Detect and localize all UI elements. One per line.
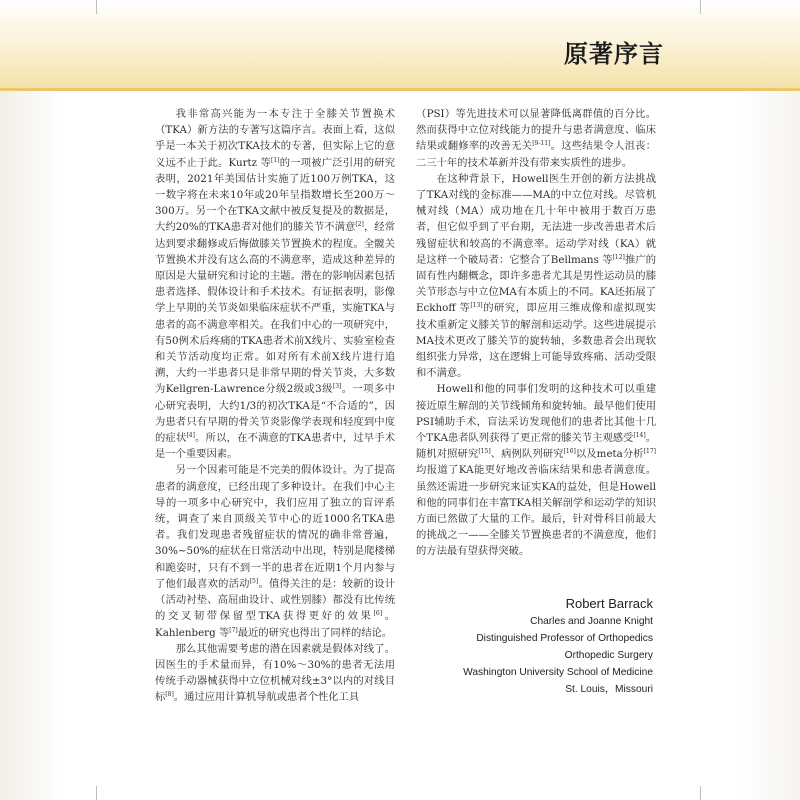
signature-block [463, 596, 653, 698]
crop-mark [700, 0, 701, 14]
crop-mark [700, 786, 701, 800]
left-column [155, 106, 395, 706]
author-department: Orthopedic Surgery [564, 650, 653, 661]
paragraph: 那么其他需要考虑的潜在因素就是假体对线了。因医生的手术量而异，有10%～30%的患者无法用传统手动器械获得中立位机械对线±3°以内的对线目标[8]。通过应用计算机导航或患者个性化工具 [155, 642, 395, 704]
author-location: St. Louis，Missouri [565, 684, 653, 695]
paragraph: Howell和他的同事们发明的这种技术可以重建接近原生解剖的关节线倾角和旋转轴。最早他们使用PSI辅助手术，盲法采访发现他们的患者比其他十几个TKA患者队列获得了更正常的膝关节主观感受[14]。随机对照研究[15]、病例队列研究[16]以及meta分析[17]均报道了KA能更好地改善临床结果和患者满意度。虽然还需进一步研究来证实KA的益处，但是Howell和他的同事们在丰富TKA相关解剖学和运动学的知识方面已然做了大量的工作。最后，针对骨科目前最大的挑战之一——全膝关节置换患者的不满意度，他们的方法最有望获得突破。 [416, 383, 657, 558]
paragraph: 我非常高兴能为一本专注于全膝关节置换术（TKA）新方法的专著写这篇序言。表面上看，这似乎是一本关于初次TKA技术的专著，但实际上它的意义远不止于此。Kurtz 等[1]的一项被广泛引用的研究表明，2021年美国估计实施了近100万例TKA，这一数字将在未来10年或20年呈指数增长至200万～300万。另一个在TKA文献中被反复提及的数据是，大约20%的TKA患者对他们的膝关节不满意[2]，经常达到要求翻修或后悔做膝关节置换术的程度。全髋关节置换术并没有这么高的不满意率，造成这种差异的原因是大量研究和讨论的主题。潜在的影响因素包括患者选择、假体设计和手术技术。有证据表明，影像学上早期的关节炎如果临床症状不严重，实施TKA与患者的高不满意率相关。在我们中心的一项研究中，有50例术后疼痛的TKA患者术前X线片、实验室检查和关节活动度均正常。如对所有术前X线片进行追溯，大约一半患者只是非常早期的骨关节炎，大多数为Kellgren-Lawrence分级2级或3级[3]。一项多中心研究表明，大约1/3的初次TKA是“不合适的”，因为患者只有早期的骨关节炎影像学表现和轻度到中度的症状[4]。所以，在不满意的TKA患者中，过早手术是一个重要因素。 [155, 108, 396, 461]
author-title: Distinguished Professor of Orthopedics [476, 633, 653, 644]
author-name: Robert Barrack [565, 596, 653, 611]
crop-mark [96, 786, 97, 800]
header-band [0, 0, 800, 90]
right-column [416, 106, 656, 560]
page-title: 原著序言 [564, 39, 664, 68]
paragraph: 另一个因素可能是不完美的假体设计。为了提高患者的满意度，已经出现了多种设计。在我们中心主导的一项多中心研究中，我们应用了独立的盲评系统，调查了来自顶级关节中心的近1000名TKA患者。我们发现患者残留症状的情况的确非常普遍，30%~50%的症状在日常活动中出现，特别是爬楼梯和跪姿时，只有不到一半的患者在近期1个月内参与了他们最喜欢的活动[5]。值得关注的是：较新的设计（活动衬垫、高屈曲设计、或性别膝）都没有比传统的交叉韧带保留型TKA获得更好的效果[6]。Kahlenberg 等[7]最近的研究也得出了同样的结论。 [155, 464, 396, 639]
author-institution: Washington University School of Medicine [463, 667, 653, 678]
crop-mark [96, 0, 97, 14]
paragraph: （PSI）等先进技术可以显著降低离群值的百分比。然而获得中立位对线能力的提升与患者满意度、临床结果或翻修率的改善无关[9-11]。这些结果令人沮丧：二三十年的技术革新并没有带来实质性的进步。 [416, 108, 657, 169]
header-divider [0, 88, 800, 91]
paragraph: 在这种背景下，Howell医生开创的新方法挑战了TKA对线的金标准——MA的中立位对线。尽管机械对线（MA）成功地在几十年中被用于数百万患者，但它似乎到了平台期，无法进一步改善患者术后残留症状和较高的不满意率。运动学对线（KA）就是这样一个破局者：它整合了Bellmans 等[12]推广的固有性内翻概念，即许多患者尤其是男性运动员的膝关节形态与中立位MA有本质上的不同。KA还拓展了Eckhoff 等[13]的研究，即应用三维成像和虚拟现实技术重新定义膝关节的解剖和运动学。这些进展提示MA技术更改了膝关节的旋转轴，多数患者会出现软组织张力异常，这在逻辑上可能导致疼痛、活动受限和不满意。 [416, 172, 657, 380]
author-title: Charles and Joanne Knight [530, 616, 653, 627]
